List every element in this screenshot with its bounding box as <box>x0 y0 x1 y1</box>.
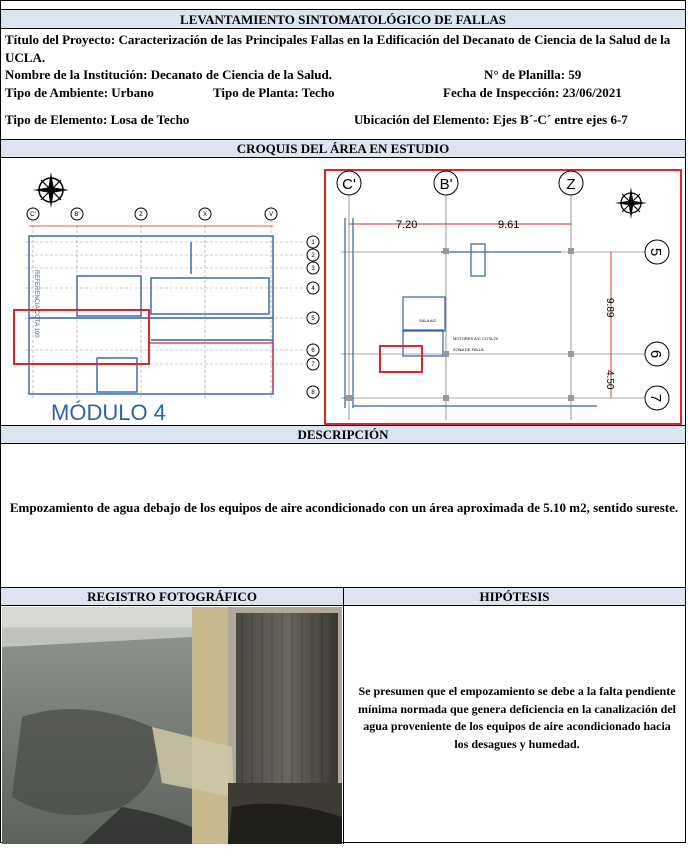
croquis-area <box>1 158 685 425</box>
axis-label: C' <box>30 212 36 218</box>
column-divider <box>343 588 344 844</box>
compass-icon-right <box>615 187 647 219</box>
module-label: MÓDULO 4 <box>51 400 166 425</box>
dim-top-2: 9.61 <box>498 219 520 231</box>
detail-walls <box>345 218 597 408</box>
compass-icon-left <box>33 172 69 208</box>
svg-text:6: 6 <box>647 349 664 359</box>
svg-text:5: 5 <box>311 316 315 322</box>
dim-side-1: 9.89 <box>604 298 615 318</box>
description-text: Empozamiento de agua debajo de los equipos de aire acondicionado con un área aproximada de 5.10 m2, sentido sureste. <box>9 500 679 515</box>
svg-text:3: 3 <box>311 266 315 272</box>
left-plan-walls <box>29 236 273 394</box>
svg-text:C': C' <box>342 176 356 193</box>
project-title: Título del Proyecto: Caracterización de las Principales Fallas en la Edificación del Decanato de Ciencia de la Salud de la UCLA. <box>5 32 671 65</box>
svg-text:2: 2 <box>311 253 315 259</box>
left-plan-axes <box>27 208 277 220</box>
svg-text:7: 7 <box>647 393 664 403</box>
svg-text:8: 8 <box>311 390 315 396</box>
dim-side-2: 4.50 <box>604 370 615 390</box>
svg-text:1: 1 <box>311 240 315 246</box>
detail-rows <box>645 240 669 410</box>
element-location: Ubicación del Elemento: Ejes B´-C´ entre ejes 6-7 <box>354 112 628 127</box>
croquis-heading: CROQUIS DEL ÁREA EN ESTUDIO <box>1 139 685 158</box>
label-sala: SALA A/C <box>419 318 437 323</box>
description-heading: DESCRIPCIÓN <box>1 425 685 444</box>
site-photo <box>2 607 342 844</box>
axis-label: V <box>268 212 274 218</box>
detail-axes <box>337 171 583 195</box>
svg-text:Z: Z <box>566 176 576 193</box>
sheet-number: N° de Planilla: 59 <box>484 67 582 82</box>
environment-type: Tipo de Ambiente: Urbano <box>5 85 154 100</box>
inspection-date: Fecha de Inspección: 23/06/2021 <box>443 85 622 100</box>
element-type: Tipo de Elemento: Losa de Techo <box>5 112 190 127</box>
svg-text:B': B' <box>439 176 453 193</box>
svg-text:6: 6 <box>311 348 315 354</box>
floor-type: Tipo de Planta: Techo <box>213 85 335 100</box>
photo-heading: REGISTRO FOTOGRÁFICO <box>1 588 343 606</box>
detail-frame <box>325 170 681 424</box>
croquis-drawing <box>1 158 685 425</box>
sheet-title: LEVANTAMIENTO SINTOMATOLÓGICO DE FALLAS <box>1 9 685 29</box>
svg-text:4: 4 <box>311 286 315 292</box>
svg-text:5: 5 <box>647 247 664 257</box>
axis-label: B' <box>74 212 80 218</box>
label-motores: MOTORES A/C COTA 20 <box>453 336 498 341</box>
failure-zone-box <box>380 346 422 372</box>
institution-name: Nombre de la Institución: Decanato de Ciencia de la Salud. <box>5 67 332 82</box>
reference-label: REFERENCIA COTA 100 <box>33 270 39 338</box>
description-area <box>1 444 685 588</box>
hypothesis-text: Se presumen que el empozamiento se debe a la falta pendiente mínima normada que genera deficiencia en la canalización del agua proveniente de los equipos de aire acondicionado hacia los desagues y humedad. <box>358 684 676 751</box>
axis-label: Z <box>139 212 143 218</box>
axis-label: X <box>202 212 208 218</box>
left-plan-rows <box>307 236 319 398</box>
rooftop-photo-image <box>2 607 342 844</box>
dim-top-1: 7.20 <box>396 219 418 231</box>
label-zona: ZONA DE FALLA <box>453 347 484 352</box>
hypothesis-heading: HIPÓTESIS <box>344 588 685 606</box>
svg-text:7: 7 <box>311 362 315 368</box>
